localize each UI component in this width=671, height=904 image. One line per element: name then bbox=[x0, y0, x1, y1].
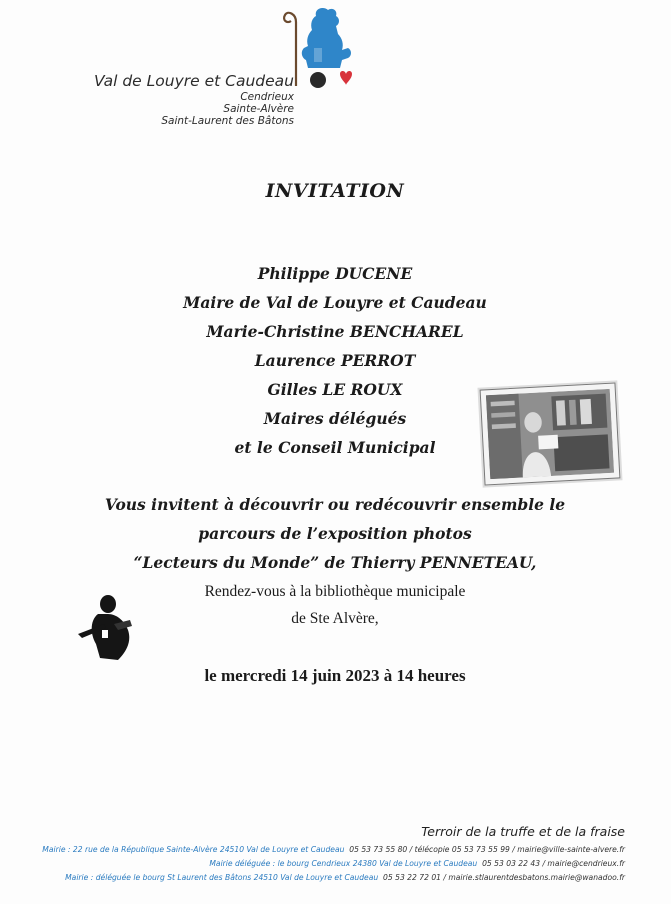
host-line: et le Conseil Municipal bbox=[234, 438, 436, 457]
tagline: Terroir de la truffe et de la fraise bbox=[421, 824, 625, 839]
exhibition-photo bbox=[480, 383, 621, 486]
footer-address-line bbox=[209, 859, 625, 868]
rendezvous-line: Rendez-vous à la bibliothèque municipale bbox=[204, 583, 466, 600]
host-line: Maire de Val de Louyre et Caudeau bbox=[183, 293, 487, 312]
reader-silhouette-icon bbox=[74, 594, 138, 662]
commune-saint-laurent: Saint-Laurent des Bâtons bbox=[161, 115, 294, 127]
logo-title: Val de Louyre et Caudeau bbox=[94, 72, 294, 90]
host-line: Gilles LE ROUX bbox=[267, 380, 403, 399]
truffle-icon bbox=[310, 72, 326, 88]
invitation-title: INVITATION bbox=[265, 180, 405, 202]
commune-cendrieux: Cendrieux bbox=[240, 91, 294, 103]
footer-address: Mairie déléguée : le bourg Cendrieux 24380 Val de Louyre et Caudeau bbox=[209, 859, 478, 868]
invitation-line: parcours de l’exposition photos bbox=[198, 524, 472, 543]
event-date: le mercredi 14 juin 2023 à 14 heures bbox=[204, 666, 466, 685]
footer-address-line bbox=[42, 845, 625, 854]
footer-contact: 05 53 03 22 43 / mairie@cendrieux.fr bbox=[482, 859, 625, 868]
rendezvous-line: de Ste Alvère, bbox=[291, 610, 379, 627]
host-line: Laurence PERROT bbox=[254, 351, 416, 370]
commune-sainte-alvere: Sainte-Alvère bbox=[223, 103, 294, 115]
footer-contact: 05 53 73 55 80 / télécopie 05 53 73 55 99 / mairie@ville-sainte-alvere.fr bbox=[349, 845, 625, 854]
host-line: Marie-Christine BENCHAREL bbox=[206, 322, 464, 341]
host-line: Maires délégués bbox=[263, 409, 407, 428]
host-line: Philippe DUCENE bbox=[257, 264, 413, 283]
invitation-line: Vous invitent à découvrir ou redécouvrir ensemble le bbox=[104, 495, 566, 514]
invitation-line: “Lecteurs du Monde” de Thierry PENNETEAU, bbox=[133, 553, 537, 572]
strawberry-heart-icon bbox=[340, 71, 352, 85]
footer-address-line bbox=[65, 873, 625, 882]
footer-contact: 05 53 22 72 01 / mairie.stlaurentdesbatons.mairie@wanadoo.fr bbox=[383, 873, 625, 882]
footer-address: Mairie : déléguée le bourg St Laurent des Bâtons 24510 Val de Louyre et Caudeau bbox=[65, 873, 379, 882]
footer-address: Mairie : 22 rue de la République Sainte-Alvère 24510 Val de Louyre et Caudeau bbox=[42, 845, 345, 854]
